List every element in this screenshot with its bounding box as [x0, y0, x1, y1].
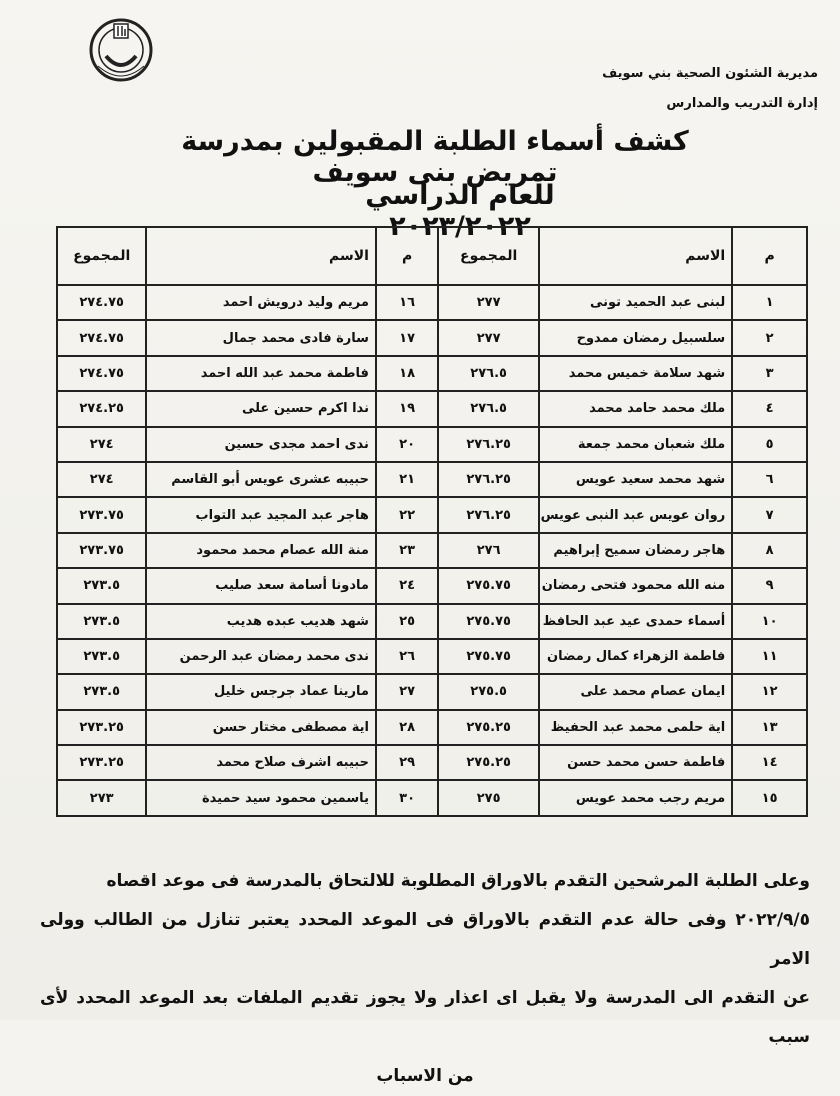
row-num: ٢٤: [376, 568, 438, 603]
row-name: ياسمين محمود سيد حميدة: [146, 780, 376, 815]
row-name: هاجر عبد المجيد عبد التواب: [146, 497, 376, 532]
row-num: ١٧: [376, 320, 438, 355]
row-total: ٢٧٣.٥: [57, 568, 146, 603]
row-name: اية مصطفى مختار حسن: [146, 710, 376, 745]
row-name: شهد سلامة خميس محمد: [539, 356, 732, 391]
students-table: [56, 226, 808, 817]
row-num: ٩: [732, 568, 807, 603]
notice-line-1: وعلى الطلبة المرشحين التقدم بالاوراق المطلوبة للالتحاق بالمدرسة فى موعد اقصاه: [106, 871, 810, 891]
row-num: ٣٠: [376, 780, 438, 815]
header-num-right: م: [732, 227, 807, 285]
row-total: ٢٧٤.٧٥: [57, 285, 146, 320]
row-num: ٢١: [376, 462, 438, 497]
table-row: [57, 497, 807, 532]
row-name: ندى محمد رمضان عبد الرحمن: [146, 639, 376, 674]
row-num: ١٩: [376, 391, 438, 426]
page-subtitle: للعام الدراسي ٢٠٢٣/٢٠٢٢: [365, 180, 555, 242]
row-total: ٢٧٥.٧٥: [438, 604, 539, 639]
row-num: ٦: [732, 462, 807, 497]
row-total: ٢٧٣.٧٥: [57, 533, 146, 568]
row-num: ٣: [732, 356, 807, 391]
row-num: ٨: [732, 533, 807, 568]
table-row: [57, 462, 807, 497]
row-total: ٢٧٦.٢٥: [438, 427, 539, 462]
row-num: ٢٩: [376, 745, 438, 780]
row-num: ٧: [732, 497, 807, 532]
row-name: ايمان عصام محمد على: [539, 674, 732, 709]
row-name: فاطمة حسن محمد حسن: [539, 745, 732, 780]
row-name: روان عويس عبد النبى عويس: [539, 497, 732, 532]
row-name: مادونا أسامة سعد صليب: [146, 568, 376, 603]
row-total: ٢٧٥.٢٥: [438, 710, 539, 745]
row-name: سارة فادى محمد جمال: [146, 320, 376, 355]
table-row: [57, 639, 807, 674]
row-total: ٢٧٦.٢٥: [438, 497, 539, 532]
row-total: ٢٧٥.٧٥: [438, 639, 539, 674]
row-name: ندا اكرم حسين على: [146, 391, 376, 426]
header-num-left: م: [376, 227, 438, 285]
row-name: فاطمة محمد عبد الله احمد: [146, 356, 376, 391]
row-name: ملك محمد حامد محمد: [539, 391, 732, 426]
row-num: ١٣: [732, 710, 807, 745]
row-total: ٢٧٧: [438, 285, 539, 320]
notice-line-4: من الاسباب: [376, 1066, 474, 1086]
row-name: شهد هديب عبده هديب: [146, 604, 376, 639]
row-name: هاجر رمضان سميح إبراهيم: [539, 533, 732, 568]
table-row: [57, 533, 807, 568]
row-num: ٢٠: [376, 427, 438, 462]
row-total: ٢٧٦.٥: [438, 391, 539, 426]
row-num: ٢٢: [376, 497, 438, 532]
row-name: لبنى عبد الحميد تونى: [539, 285, 732, 320]
row-num: ٢٣: [376, 533, 438, 568]
table-row: [57, 745, 807, 780]
table-row: [57, 568, 807, 603]
table-row: [57, 780, 807, 815]
table-header-row: [57, 227, 807, 285]
row-num: ١: [732, 285, 807, 320]
row-num: ٢٧: [376, 674, 438, 709]
table-row: [57, 604, 807, 639]
row-name: حبيبه عشرى عويس أبو القاسم: [146, 462, 376, 497]
table-row: [57, 674, 807, 709]
row-num: ١٦: [376, 285, 438, 320]
row-num: ٢٨: [376, 710, 438, 745]
row-name: حبيبه اشرف صلاح محمد: [146, 745, 376, 780]
row-name: مارينا عماد جرجس خليل: [146, 674, 376, 709]
row-total: ٢٧٤: [57, 462, 146, 497]
row-num: ١٤: [732, 745, 807, 780]
row-total: ٢٧٤.٧٥: [57, 320, 146, 355]
row-total: ٢٧٣.٥: [57, 674, 146, 709]
row-name: أسماء حمدى عيد عبد الحافظ: [539, 604, 732, 639]
row-num: ١١: [732, 639, 807, 674]
row-total: ٢٧٥.٢٥: [438, 745, 539, 780]
row-total: ٢٧٥: [438, 780, 539, 815]
row-num: ١٨: [376, 356, 438, 391]
header-total-left: المجموع: [57, 227, 146, 285]
directorate-label: مديرية الشئون الصحية بني سويف: [602, 66, 818, 81]
row-name: ندى احمد مجدى حسين: [146, 427, 376, 462]
row-total: ٢٧٦.٥: [438, 356, 539, 391]
header-total-right: المجموع: [438, 227, 539, 285]
row-total: ٢٧٣.٥: [57, 604, 146, 639]
row-num: ٢: [732, 320, 807, 355]
header-name-right: الاسم: [539, 227, 732, 285]
row-total: ٢٧٣.٧٥: [57, 497, 146, 532]
row-total: ٢٧٦: [438, 533, 539, 568]
row-name: مريم وليد درويش احمد: [146, 285, 376, 320]
notice-line-3: عن التقدم الى المدرسة ولا يقبل اى اعذار ولا يجوز تقديم الملفات بعد الموعد المحدد لأى سبب: [40, 988, 810, 1047]
ministry-emblem-icon: [78, 12, 164, 84]
table-row: [57, 285, 807, 320]
table-row: [57, 320, 807, 355]
row-num: ١٢: [732, 674, 807, 709]
department-label: إدارة التدريب والمدارس: [666, 96, 818, 111]
row-total: ٢٧٥.٧٥: [438, 568, 539, 603]
row-total: ٢٧٦.٢٥: [438, 462, 539, 497]
row-name: شهد محمد سعيد عويس: [539, 462, 732, 497]
row-total: ٢٧٤.٢٥: [57, 391, 146, 426]
notice-paragraph: [40, 862, 810, 1096]
students-table-wrap: [56, 226, 808, 817]
table-row: [57, 710, 807, 745]
row-num: ١٠: [732, 604, 807, 639]
table-row: [57, 356, 807, 391]
row-name: مريم رجب محمد عويس: [539, 780, 732, 815]
row-total: ٢٧٣: [57, 780, 146, 815]
row-total: ٢٧٣.٥: [57, 639, 146, 674]
row-total: ٢٧٣.٢٥: [57, 745, 146, 780]
row-num: ٤: [732, 391, 807, 426]
row-name: فاطمة الزهراء كمال رمضان: [539, 639, 732, 674]
row-name: اية حلمى محمد عبد الحفيظ: [539, 710, 732, 745]
row-name: سلسبيل رمضان ممدوح: [539, 320, 732, 355]
row-name: منة الله عصام محمد محمود: [146, 533, 376, 568]
row-total: ٢٧٧: [438, 320, 539, 355]
notice-line-2: ٢٠٢٢/٩/٥ وفى حالة عدم التقدم بالاوراق فى الموعد المحدد يعتبر تنازل من الطالب وولى الامر: [40, 910, 810, 969]
row-num: ١٥: [732, 780, 807, 815]
table-row: [57, 427, 807, 462]
row-total: ٢٧٤.٧٥: [57, 356, 146, 391]
row-total: ٢٧٣.٢٥: [57, 710, 146, 745]
row-num: ٢٥: [376, 604, 438, 639]
page-title: كشف أسماء الطلبة المقبولين بمدرسة تمريض بنى سويف: [181, 126, 689, 188]
row-total: ٢٧٥.٥: [438, 674, 539, 709]
row-num: ٢٦: [376, 639, 438, 674]
table-row: [57, 391, 807, 426]
header-name-left: الاسم: [146, 227, 376, 285]
row-total: ٢٧٤: [57, 427, 146, 462]
row-num: ٥: [732, 427, 807, 462]
row-name: ملك شعبان محمد جمعة: [539, 427, 732, 462]
row-name: منه الله محمود فتحى رمضان: [539, 568, 732, 603]
